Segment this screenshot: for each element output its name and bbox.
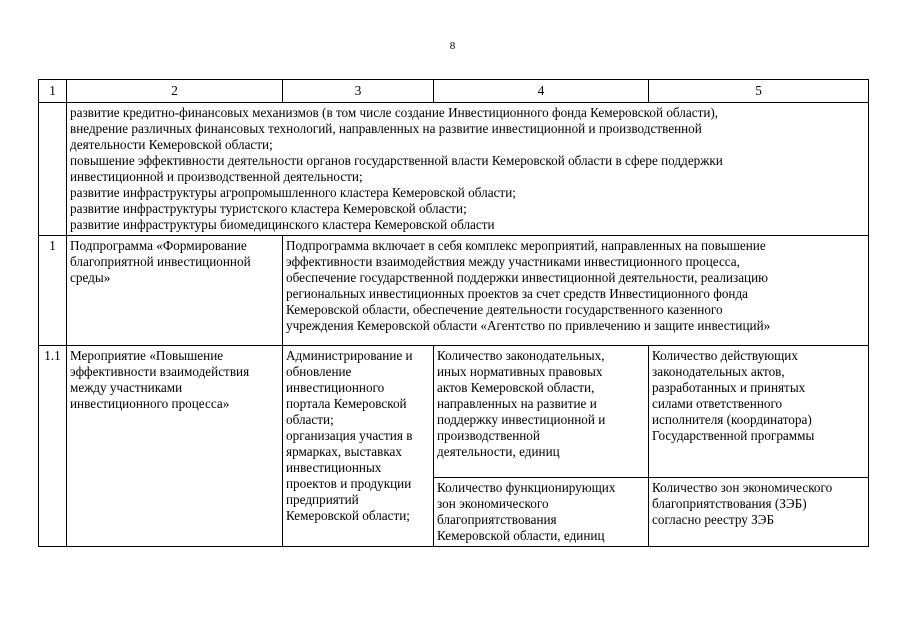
measure-name-cell (67, 346, 283, 547)
text-line: деятельности Кемеровской области; (70, 137, 273, 152)
text-line: портала Кемеровской (286, 396, 407, 411)
text-line: Подпрограмма включает в себя комплекс мероприятий, направленных на повышение (286, 238, 766, 253)
goals-num-cell (39, 103, 67, 236)
text-line: Мероприятие «Повышение (70, 348, 224, 363)
text-line: иных нормативных правовых (437, 364, 603, 379)
subprogram-description-cell (283, 236, 869, 346)
text-line: среды» (70, 270, 111, 285)
text-line: инвестиционного (286, 380, 385, 395)
text-line: направленных на развитие и (437, 396, 597, 411)
text-line: исполнителя (координатора) (652, 412, 812, 427)
text-line: эффективности взаимодействия (70, 364, 250, 379)
indicator-cell (434, 346, 649, 478)
text-line: силами ответственного (652, 396, 783, 411)
row-number: 1.1 (39, 346, 67, 547)
indicator-method-cell (649, 478, 869, 547)
measure-content-cell (283, 346, 434, 547)
text-line: эффективности взаимодействия между участниками инвестиционного процесса, (286, 254, 740, 269)
text-line: деятельности, единиц (437, 444, 560, 459)
text-line: проектов и продукции (286, 476, 412, 491)
text-line: обеспечение государственной поддержки инвестиционной деятельности, реализацию (286, 270, 769, 285)
text-line: развитие инфраструктуры биомедицинского кластера Кемеровской области (70, 217, 495, 232)
text-line: согласно реестру ЗЭБ (652, 512, 775, 527)
text-line: благоприятствования (ЗЭБ) (652, 496, 807, 511)
measure-row (39, 346, 869, 478)
column-header: 3 (283, 80, 434, 103)
row-number: 1 (39, 236, 67, 346)
text-line: внедрение различных финансовых технологий, направленных на развитие инвестиционной и производственной (70, 121, 702, 136)
text-line: благоприятствования (437, 512, 557, 527)
text-line: обновление (286, 364, 352, 379)
text-line: Кемеровской области, обеспечение деятельности государственного казенного (286, 302, 723, 317)
text-line: учреждения Кемеровской области «Агентство по привлечению и защите инвестиций» (286, 318, 771, 333)
text-line: развитие инфраструктуры туристского кластера Кемеровской области; (70, 201, 467, 216)
header-row (39, 80, 869, 103)
text-line: Количество зон экономического (652, 480, 833, 495)
text-line: Администрирование и (286, 348, 413, 363)
text-line: организация участия в (286, 428, 413, 443)
text-line: Кемеровской области; (286, 508, 410, 523)
text-line: законодательных актов, (652, 364, 785, 379)
text-line: ярмарках, выставках (286, 444, 403, 459)
text-line: производственной (437, 428, 540, 443)
column-header: 2 (67, 80, 283, 103)
text-line: между участниками (70, 380, 183, 395)
text-line: инвестиционной и производственной деятельности; (70, 169, 363, 184)
program-table (38, 79, 869, 547)
text-line: Государственной программы (652, 428, 815, 443)
text-line: Количество функционирующих (437, 480, 616, 495)
page-number: 8 (449, 40, 456, 52)
text-line: региональных инвестиционных проектов за счет средств Инвестиционного фонда (286, 286, 749, 301)
subprogram-row (39, 236, 869, 346)
text-line: Подпрограмма «Формирование (70, 238, 247, 253)
text-line: Кемеровской области, единиц (437, 528, 605, 543)
text-line: развитие кредитно-финансовых механизмов (в том числе создание Инвестиционного фонда Кемеровской области), (70, 105, 719, 120)
subprogram-name-cell (67, 236, 283, 346)
text-line: инвестиционных (286, 460, 382, 475)
indicator-cell (434, 478, 649, 547)
text-line: области; (286, 412, 334, 427)
text-line: актов Кемеровской области, (437, 380, 595, 395)
text-line: повышение эффективности деятельности органов государственной власти Кемеровской области в сфере поддержки (70, 153, 723, 168)
column-header: 1 (39, 80, 67, 103)
text-line: зон экономического (437, 496, 549, 511)
indicator-method-cell (649, 346, 869, 478)
goals-row (39, 103, 869, 236)
text-line: развитие инфраструктуры агропромышленного кластера Кемеровской области; (70, 185, 516, 200)
text-line: Количество законодательных, (437, 348, 605, 363)
column-header: 5 (649, 80, 869, 103)
text-line: Количество действующих (652, 348, 798, 363)
text-line: разработанных и принятых (652, 380, 806, 395)
text-line: поддержку инвестиционной и (437, 412, 606, 427)
column-header: 4 (434, 80, 649, 103)
text-line: благоприятной инвестиционной (70, 254, 251, 269)
goals-cell (67, 103, 869, 236)
text-line: инвестиционного процесса» (70, 396, 230, 411)
text-line: предприятий (286, 492, 359, 507)
